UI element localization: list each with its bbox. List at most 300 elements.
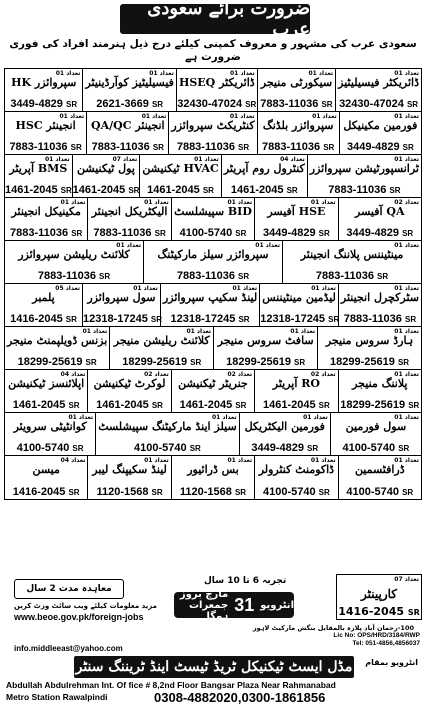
job-title: HVAC ٹیکنیشن [142, 162, 219, 175]
job-salary-value: 32430-47024 [177, 98, 243, 110]
job-salary-currency: SR [151, 401, 163, 410]
job-salary [308, 184, 421, 196]
job-title: ڈاکومنٹ کنٹرولر [258, 463, 335, 476]
job-title: میسن [32, 463, 60, 476]
job-title: ڈائریکٹر HSEQ [178, 76, 255, 89]
job-grid [4, 68, 422, 500]
job-cell [82, 284, 160, 326]
job-title: سیلز اینڈ مارکیٹنگ سپیشلسٹ [98, 420, 237, 433]
job-cell [143, 241, 282, 283]
carpenter-badge: تعداد 07 [394, 576, 419, 583]
job-salary [5, 356, 109, 368]
job-salary-currency: SR [190, 358, 202, 367]
ad-footer [4, 574, 422, 706]
job-salary [5, 486, 87, 498]
job-salary-currency: SR [328, 315, 340, 324]
job-salary-value: 32430-47024 [339, 98, 404, 110]
job-title: BMS آپریٹر [9, 162, 68, 175]
job-title: لوکرٹ ٹیکنیشن [93, 377, 166, 390]
job-count-badge: تعداد 01 [308, 70, 334, 77]
job-title: بزنس ڈویلپمنٹ منیجر [6, 334, 108, 347]
job-salary-currency: SR [234, 488, 247, 497]
job-salary [214, 356, 317, 368]
job-row [5, 198, 421, 241]
job-cell [95, 413, 238, 455]
job-cell [171, 456, 254, 499]
job-salary-value: 3449-4829 [262, 227, 316, 239]
job-count-badge: تعداد 05 [55, 285, 80, 292]
job-title: سپروائزر بلڈنگ [262, 119, 334, 132]
job-salary-value: 7883-11036 [176, 141, 235, 153]
job-row [5, 413, 421, 456]
job-salary [339, 227, 421, 239]
job-title: سپروائزر سیلز مارکیٹنگ [157, 248, 269, 261]
job-salary-value: 2621-3669 [96, 98, 149, 110]
venue-prefix: انٹرویو بمقام [365, 658, 418, 667]
job-salary-value: 3449-4829 [346, 141, 400, 153]
job-title: مینٹیننس پلاننگ انجینئر [300, 248, 404, 261]
job-salary [283, 270, 421, 282]
job-cell [339, 112, 421, 154]
job-count-badge: تعداد 01 [60, 199, 86, 206]
job-row [5, 456, 421, 499]
carpenter-currency: SR [407, 608, 420, 617]
carpenter-salary [337, 605, 421, 618]
job-title: پول ٹیکنیشن [77, 162, 135, 175]
job-title: بس ڈرائیور [187, 463, 239, 476]
job-salary [88, 486, 170, 498]
job-count-badge: تعداد 01 [394, 371, 419, 378]
job-cell [282, 241, 421, 283]
job-salary-currency: SR [238, 272, 250, 281]
job-cell [87, 456, 170, 499]
job-salary-value: 1461-2045 [262, 399, 316, 411]
job-salary-value: 4100-5740 [346, 486, 399, 498]
job-salary [339, 399, 421, 411]
job-count-badge: تعداد 01 [394, 457, 419, 464]
job-row [5, 370, 421, 413]
job-title: لینڈ سکیپ سپروائزر [162, 291, 258, 304]
job-salary-currency: SR [72, 444, 84, 453]
address-urdu: 100-رحمان آباد پلازہ بالمقابل بنگش مارکیٹ لاہور [252, 624, 414, 632]
job-salary-value: 7883-11036 [262, 141, 321, 153]
experience-text: تجربہ 6 تا 10 سال [204, 576, 287, 586]
job-count-badge: تعداد 01 [394, 328, 419, 335]
job-salary [144, 270, 282, 282]
job-row [5, 155, 421, 198]
job-salary-value: 18299-25619 [226, 356, 291, 368]
job-salary-currency: SR [189, 444, 201, 453]
job-title: کنٹرول روم آپریٹر [223, 162, 305, 175]
office-address: Abdullah Abdulrehman Int. Of fice # 8,2nd Floor Bangsar Plaza Near Rahmanabad [6, 680, 336, 690]
interview-month: مارچ بروز جمعرات ہوگا [179, 588, 229, 622]
job-title: HSE آفیسر [267, 205, 326, 218]
job-salary [5, 184, 72, 196]
job-cell [257, 112, 339, 154]
job-count-badge: تعداد 01 [394, 113, 419, 120]
job-count-badge: تعداد 01 [227, 457, 253, 464]
job-salary-value: 12318-17245 [82, 313, 148, 325]
job-salary-currency: SR [235, 229, 247, 238]
job-salary-currency: SR [70, 143, 82, 152]
job-salary-currency: SR [150, 315, 162, 324]
job-salary-currency: SR [318, 401, 330, 410]
job-salary-value: 7883-11036 [91, 141, 150, 153]
job-salary [240, 442, 330, 454]
job-salary-value: 1416-2045 [10, 313, 63, 325]
job-cell [5, 69, 82, 111]
job-salary [255, 399, 337, 411]
job-salary-currency: SR [99, 272, 111, 281]
job-salary [5, 270, 143, 282]
job-title: کلائنٹ ریلیشن منیجر [113, 334, 210, 347]
job-count-badge: تعداد 01 [394, 242, 419, 249]
job-title: انجینئر QA/QC [91, 119, 165, 132]
job-salary-value: 1461-2045 [5, 184, 58, 196]
job-count-badge: تعداد 01 [144, 457, 169, 464]
job-title: ہارڈ سروس منیجر [325, 334, 414, 347]
job-salary-value: 18299-25619 [17, 356, 83, 368]
job-salary-value: 7883-11036 [10, 227, 69, 239]
job-cell [5, 370, 87, 412]
job-cell [254, 456, 337, 499]
job-salary-currency: SR [323, 143, 335, 152]
job-cell [254, 370, 337, 412]
job-count-badge: تعداد 04 [60, 371, 86, 378]
job-count-badge: تعداد 01 [133, 285, 158, 292]
job-count-badge: تعداد 01 [232, 285, 258, 292]
job-title: RO آپریٹر [272, 377, 320, 390]
job-row [5, 69, 421, 112]
job-salary-currency: SR [404, 315, 417, 324]
job-salary [255, 486, 337, 498]
job-salary-value: 7883-11036 [37, 270, 96, 282]
job-cell [72, 155, 140, 197]
job-salary [222, 184, 307, 196]
job-row [5, 284, 421, 327]
job-salary [5, 227, 87, 239]
job-title: سیکورٹی منیجر [260, 76, 333, 89]
job-count-badge: تعداد 01 [290, 328, 316, 335]
job-salary [177, 98, 257, 110]
job-salary [340, 141, 421, 153]
job-salary-currency: SR [286, 186, 298, 195]
job-cell [87, 370, 170, 412]
job-title: کنٹریکٹ سپروائزر [171, 119, 255, 132]
job-count-badge: تعداد 01 [227, 199, 253, 206]
job-count-badge: تعداد 01 [211, 414, 237, 421]
job-salary-currency: SR [377, 272, 389, 281]
company-name: مڈل ایسٹ ٹیکنیکل ٹریڈ ٹیسٹ اینڈ ٹریننگ سنٹر [74, 656, 354, 678]
job-salary [318, 356, 421, 368]
job-cell [176, 69, 257, 111]
job-salary-currency: SR [154, 229, 166, 238]
job-title: سافٹ سروس منیجر [217, 334, 314, 347]
job-salary-currency: SR [321, 100, 333, 109]
job-cell [5, 112, 86, 154]
job-cell [171, 198, 254, 240]
job-salary [258, 98, 335, 110]
job-count-badge: تعداد 01 [44, 156, 70, 163]
job-count-badge: تعداد 01 [255, 242, 280, 249]
job-salary [96, 442, 238, 454]
job-salary-value: 4100-5740 [16, 442, 70, 454]
job-title: ڈائریکٹر فیسیلیٹیز [338, 76, 419, 89]
office-phones: Tel: 051-4856,4856037 [352, 640, 420, 647]
job-salary [140, 184, 221, 196]
job-count-badge: تعداد 02 [144, 371, 169, 378]
job-salary [172, 227, 254, 239]
job-salary [5, 313, 82, 325]
job-title: پلمبر [32, 291, 55, 304]
job-count-badge: تعداد 01 [394, 285, 419, 292]
job-salary-value: 12318-17245 [260, 313, 326, 325]
website-link[interactable]: www.beoe.gov.pk/foreign-jobs [14, 612, 144, 622]
job-count-badge: تعداد 01 [116, 242, 141, 249]
job-salary [73, 184, 140, 196]
email-link[interactable]: info.middleeast@yahoo.com [14, 644, 123, 653]
job-title: سول فورمین [345, 420, 407, 433]
job-count-badge: تعداد 01 [55, 70, 81, 77]
job-title: انجینئر HSC [15, 119, 76, 132]
job-count-badge: تعداد 01 [59, 113, 85, 120]
job-salary-currency: SR [68, 401, 80, 410]
job-salary-currency: SR [402, 488, 414, 497]
job-salary-currency: SR [318, 488, 330, 497]
job-salary-currency: SR [152, 143, 164, 152]
job-salary-value: 3449-4829 [10, 98, 63, 110]
job-salary-currency: SR [397, 358, 410, 367]
job-salary-value: 7883-11036 [260, 98, 319, 110]
job-salary [88, 227, 170, 239]
job-title: مکینیکل انجینئر [11, 205, 81, 218]
interview-date-box [174, 588, 294, 622]
job-salary-currency: SR [402, 143, 414, 152]
job-salary-currency: SR [294, 358, 306, 367]
ad-title: ضرورت برائے سعودی عرب [120, 4, 310, 34]
job-count-badge: تعداد 01 [230, 70, 255, 77]
job-cell [109, 327, 213, 369]
job-row [5, 112, 421, 155]
job-title: کوانٹیٹی سرویئر [13, 420, 87, 433]
job-count-badge: تعداد 01 [82, 328, 108, 335]
interview-day: 31 [234, 594, 255, 615]
job-salary-value: 7883-11036 [328, 184, 387, 196]
job-salary [5, 98, 82, 110]
contract-duration: معاہدہ مدت 2 سال [14, 579, 124, 599]
job-row [5, 241, 421, 284]
job-title: کلائنٹ ریلیشن سپروائزر [18, 248, 130, 261]
job-title: سٹرکچرل انجینئر [340, 291, 419, 304]
job-title: ڈرافٹسمین [354, 463, 405, 476]
job-cell [330, 413, 421, 455]
job-salary-currency: SR [238, 143, 250, 152]
job-salary-value: 7883-11036 [315, 270, 374, 282]
job-cell [168, 112, 256, 154]
job-salary-value: 12318-17245 [170, 313, 236, 325]
job-salary-currency: SR [60, 186, 72, 195]
job-count-badge: تعداد 01 [303, 414, 328, 421]
job-salary-value: 1120-1568 [179, 486, 232, 498]
job-count-badge: تعداد 04 [280, 156, 305, 163]
job-cell [86, 112, 168, 154]
job-count-badge: تعداد 02 [394, 199, 419, 206]
job-cell [5, 284, 82, 326]
job-salary-value: 3449-4829 [251, 442, 304, 454]
job-count-badge: تعداد 02 [227, 371, 253, 378]
job-count-badge: تعداد 01 [144, 199, 169, 206]
job-row [5, 327, 421, 370]
job-salary-currency: SR [128, 186, 140, 195]
job-cell [221, 155, 307, 197]
metro-station: Metro Station Rawalpindi [6, 692, 108, 702]
job-salary [161, 313, 259, 325]
job-salary [5, 442, 95, 454]
job-salary-value: 4100-5740 [134, 442, 187, 454]
license-number: Lic No: OPS/HRD/3184/RWP [333, 632, 420, 639]
job-salary-currency: SR [402, 229, 414, 238]
job-salary-currency: SR [406, 100, 419, 109]
job-cell [82, 69, 175, 111]
carpenter-cell [336, 574, 422, 620]
contact-phones[interactable]: 0308-4882020,0300-1861856 [154, 690, 326, 705]
job-salary-value: 4100-5740 [262, 486, 316, 498]
interview-label: انٹرویو [260, 599, 294, 611]
job-salary [258, 141, 339, 153]
job-salary [5, 141, 86, 153]
job-salary [336, 98, 421, 110]
job-salary-currency: SR [85, 358, 97, 367]
job-salary-value: 18299-25619 [330, 356, 395, 368]
job-salary-currency: SR [245, 100, 257, 109]
job-salary-currency: SR [71, 229, 83, 238]
job-salary-value: 1416-2045 [12, 486, 66, 498]
job-cell [5, 413, 95, 455]
job-salary [172, 486, 254, 498]
job-title: سول سپروائزر [87, 291, 156, 304]
job-salary-currency: SR [151, 488, 163, 497]
job-cell [5, 456, 87, 499]
job-cell [338, 198, 421, 240]
job-cell [259, 284, 338, 326]
job-cell [87, 198, 170, 240]
job-salary-value: 18299-25619 [122, 356, 188, 368]
job-cell [338, 284, 421, 326]
job-title: BID سپیشلسٹ [174, 205, 252, 218]
job-cell [139, 155, 221, 197]
job-cell [335, 69, 421, 111]
job-salary-value: 7883-11036 [9, 141, 68, 153]
job-count-badge: تعداد 01 [310, 457, 336, 464]
job-salary [88, 399, 170, 411]
job-count-badge: تعداد 07 [112, 156, 138, 163]
job-salary-value: 7883-11036 [176, 270, 235, 282]
job-cell [5, 198, 87, 240]
job-salary-value: 1461-2045 [12, 399, 66, 411]
job-salary [5, 399, 87, 411]
job-count-badge: تعداد 01 [394, 156, 419, 163]
job-salary [169, 141, 256, 153]
job-count-badge: تعداد 01 [312, 113, 337, 120]
job-salary-value: 1461-2045 [96, 399, 149, 411]
job-cell [317, 327, 421, 369]
job-count-badge: تعداد 01 [311, 285, 336, 292]
job-count-badge: تعداد 01 [186, 328, 212, 335]
job-salary-value: 1461-2045 [72, 184, 126, 196]
job-cell [338, 370, 421, 412]
job-salary-value: 18299-25619 [340, 399, 406, 411]
job-title: سپروائزر HK [11, 76, 77, 89]
job-title: پلاننگ منیجر [352, 377, 408, 390]
job-salary [339, 313, 421, 325]
job-count-badge: تعداد 01 [194, 156, 219, 163]
job-salary-currency: SR [65, 100, 78, 109]
job-count-badge: تعداد 02 [310, 371, 336, 378]
carpenter-name: کارپینٹر [361, 587, 397, 601]
job-cell [213, 327, 317, 369]
job-title: لیڈمین مینٹیننس [262, 291, 336, 304]
job-title: اپلائنسز ٹیکنیشن [8, 377, 85, 390]
job-salary [260, 313, 338, 325]
job-salary [331, 442, 421, 454]
job-count-badge: تعداد 01 [394, 70, 419, 77]
job-title: فورمین مکینیکل [343, 119, 418, 132]
job-salary-currency: SR [238, 315, 250, 324]
job-title: لینڈ سکیپنگ لیبر [92, 463, 167, 476]
job-salary-value: 1120-1568 [96, 486, 149, 498]
job-cell [160, 284, 259, 326]
job-salary [339, 486, 421, 498]
job-salary-value: 7883-11036 [343, 313, 402, 325]
job-title: جنریٹر ٹیکنیشن [178, 377, 248, 390]
job-salary [87, 141, 168, 153]
carpenter-salary-value: 1416-2045 [338, 605, 405, 618]
job-cell [307, 155, 421, 197]
job-salary-currency: SR [408, 401, 420, 410]
job-title: QA آفیسر [355, 205, 405, 218]
job-count-badge: تعداد 01 [310, 199, 336, 206]
job-salary [83, 313, 160, 325]
job-salary-currency: SR [318, 229, 330, 238]
job-title: الیکٹریکل انجینئر [91, 205, 168, 218]
job-title: فورمین الیکٹریکل [244, 420, 325, 433]
job-count-badge: تعداد 01 [229, 113, 255, 120]
job-salary-value: 1461-2045 [147, 184, 200, 196]
job-salary-currency: SR [202, 186, 214, 195]
job-cell [254, 198, 337, 240]
ad-intro: سعودی عرب کی مشہور و معروف کمپنی کیلئے درج ذیل ہنرمند افراد کی فوری ضرورت ہے [9, 38, 417, 63]
job-cell [5, 327, 109, 369]
job-count-badge: تعداد 01 [141, 113, 167, 120]
job-salary-value: 7883-11036 [93, 227, 152, 239]
job-count-badge: تعداد 01 [68, 414, 94, 421]
job-salary-currency: SR [307, 444, 319, 453]
job-salary-value: 1461-2045 [179, 399, 233, 411]
apply-note: مزید معلومات کیلئے ویب سائٹ وزٹ کریں [14, 602, 157, 610]
job-cell [171, 370, 254, 412]
job-salary-currency: SR [235, 401, 247, 410]
job-title: فیسیلیٹیز کوآرڈینیٹر [85, 76, 174, 89]
job-salary-value: 3449-4829 [346, 227, 399, 239]
job-count-badge: تعداد 01 [394, 414, 419, 421]
job-salary [172, 399, 254, 411]
job-salary [255, 227, 337, 239]
job-salary-currency: SR [398, 444, 410, 453]
job-cell [239, 413, 330, 455]
job-salary-currency: SR [151, 100, 164, 109]
job-title: ٹرانسپورٹیشن سپروائزر [309, 162, 419, 175]
job-cell [5, 155, 72, 197]
